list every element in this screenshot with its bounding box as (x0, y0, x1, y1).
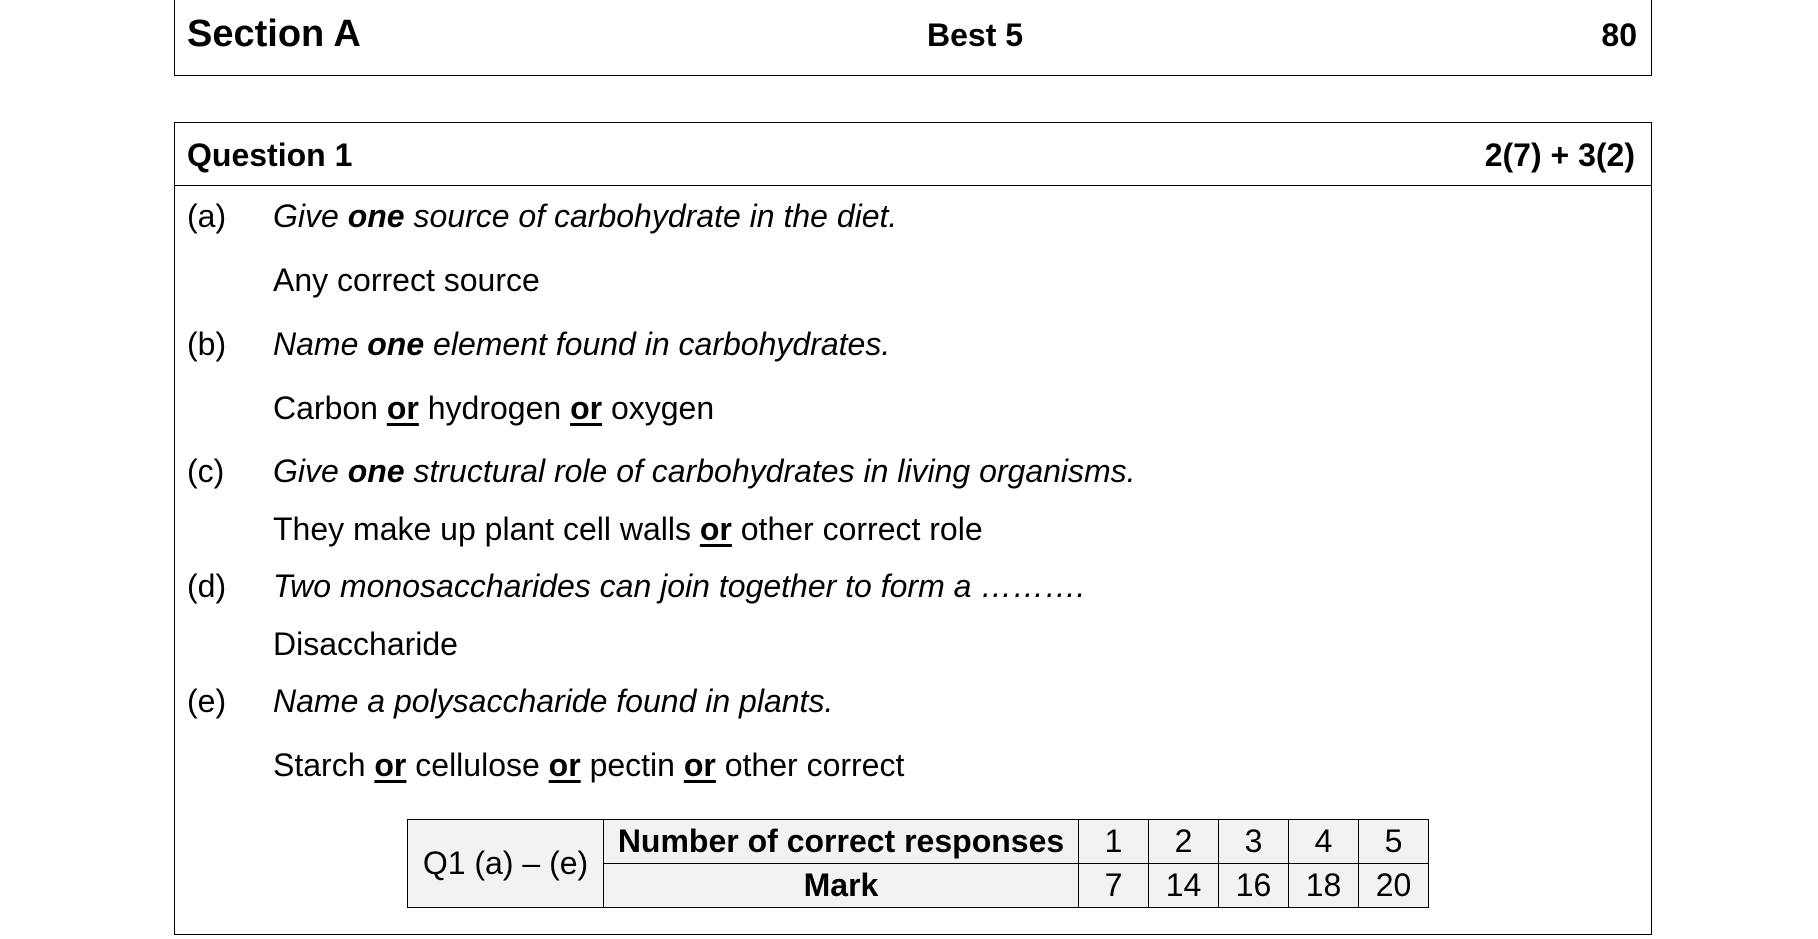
question-header (175, 123, 1651, 186)
question-box (174, 122, 1652, 935)
part-answer: Starch or cellulose or pectin or other correct (273, 747, 905, 783)
mark-header: Mark (604, 864, 1079, 908)
mark-allocation-table (407, 819, 1429, 908)
table-cell: 1 (1079, 820, 1149, 864)
table-cell: 4 (1289, 820, 1359, 864)
table-row (408, 820, 1429, 864)
table-cell: 18 (1289, 864, 1359, 908)
part-prompt: Give one source of carbohydrate in the diet. (273, 198, 898, 234)
part-label: (b) (187, 326, 227, 362)
table-cell: 16 (1219, 864, 1289, 908)
section-header (174, 0, 1652, 76)
part-answer: Disaccharide (273, 626, 458, 662)
section-total-marks: 80 (1601, 17, 1637, 53)
section-title: Section A (187, 13, 361, 55)
question-title: Question 1 (187, 137, 353, 173)
part-prompt: Two monosaccharides can join together to form a ………. (273, 568, 1086, 604)
part-prompt: Name a polysaccharide found in plants. (273, 683, 834, 719)
table-cell: 5 (1359, 820, 1429, 864)
question-marks: 2(7) + 3(2) (1484, 137, 1635, 173)
table-cell: 7 (1079, 864, 1149, 908)
table-row-label: Q1 (a) – (e) (408, 820, 604, 908)
part-answer: They make up plant cell walls or other correct role (273, 511, 983, 547)
part-prompt: Name one element found in carbohydrates. (273, 326, 891, 362)
part-label: (d) (187, 568, 227, 604)
responses-header: Number of correct responses (604, 820, 1079, 864)
part-answer: Any correct source (273, 262, 540, 298)
part-answer: Carbon or hydrogen or oxygen (273, 390, 715, 426)
part-label: (e) (187, 683, 227, 719)
table-cell: 14 (1149, 864, 1219, 908)
table-cell: 2 (1149, 820, 1219, 864)
table-cell: 3 (1219, 820, 1289, 864)
part-prompt: Give one structural role of carbohydrates in living organisms. (273, 453, 1136, 489)
section-best-count: Best 5 (927, 17, 1024, 53)
table-cell: 20 (1359, 864, 1429, 908)
part-label: (a) (187, 198, 227, 234)
part-label: (c) (187, 453, 225, 489)
